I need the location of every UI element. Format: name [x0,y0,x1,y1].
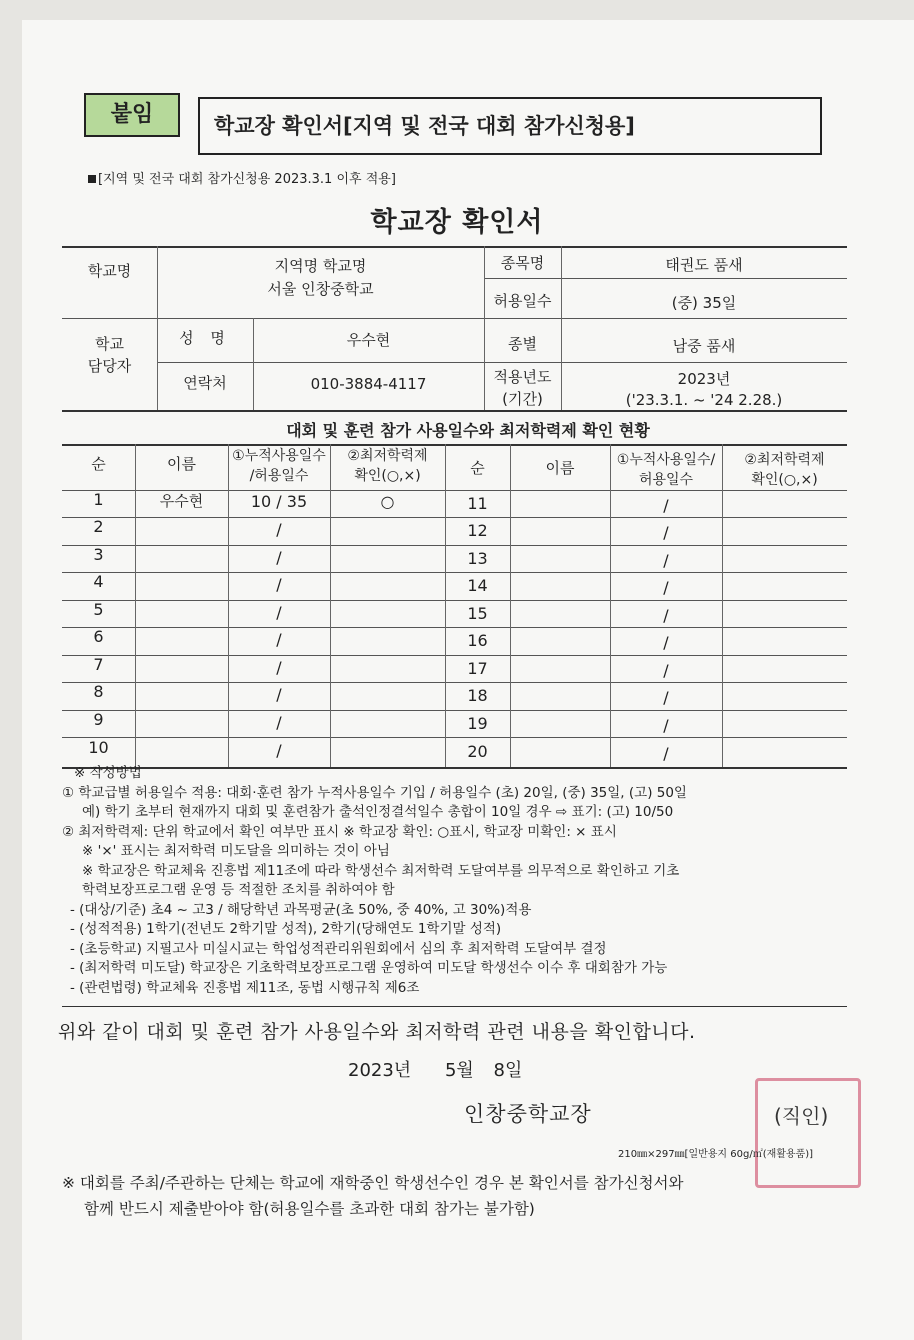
name-label: 성 명 [179,329,231,347]
confirmation-statement: 위와 같이 대회 및 훈련 참가 사용일수와 최저학력 관련 내용을 확인합니다. [58,1021,696,1043]
row-days: / [276,548,282,567]
row-days: / [276,741,282,760]
applicability-note [88,168,396,187]
note-item: 예) 학기 초부터 현재까지 대회 및 훈련참가 출석인정결석일수 총합이 10일 경우 ⇨ 표기: (고) 10/50 [82,804,674,820]
row-no: 4 [93,572,104,591]
principal-name: 인창중학교장 [464,1102,592,1126]
note-item: - (대상/기준) 초4 ~ 고3 / 해당학년 과목평균(초 50%, 중 40%, 고 30%)적용 [70,901,532,918]
row-line [62,655,847,656]
info-line [62,318,847,319]
row-line [62,627,847,628]
date-month: 5월 [444,1060,474,1081]
col-header-days-1: ①누적사용일수 [232,448,326,464]
row-no-right: 18 [467,686,488,705]
row-days: / [276,603,282,622]
date-day: 8일 [493,1060,523,1081]
status-vline [510,444,511,767]
row-line [62,572,847,573]
col-header-name-right: 이름 [545,459,575,477]
row-no: 5 [93,600,104,619]
square-bullet-icon [88,175,96,183]
row-acad: ○ [380,492,395,511]
note-item: - (관련법령) 학교체육 진흥법 제11조, 동법 시행규칙 제6조 [70,979,420,996]
row-days: / [276,520,282,539]
info-top-border [62,246,847,248]
row-no: 2 [93,517,104,536]
date-year: 2023년 [348,1060,412,1081]
note-item: - (성적적용) 1학기(전년도 2학기말 성적), 2학기(당해연도 1학기말 성적) [70,921,502,937]
row-line [62,545,847,546]
row-days-right: / [663,578,669,597]
row-no: 3 [93,545,104,564]
row-no-right: 16 [467,631,488,650]
event-label: 종목명 [500,254,545,272]
row-days-right: / [663,551,669,570]
paper-spec: 210㎜×297㎜[일반용지 60g/㎡(재활용품)] [618,1149,814,1160]
contact-label: 연락처 [183,374,227,392]
col-header-no: 순 [91,455,106,473]
col-header-days-2: /허용일수 [249,468,309,484]
info-line [157,362,847,363]
footer-note [62,1170,683,1222]
contact-value: 010-3884-4117 [310,375,427,393]
row-days-right: / [663,744,669,763]
official-seal-stamp [755,1078,861,1188]
event-value: 태권도 품새 [665,256,743,274]
row-no: 8 [93,682,104,701]
row-days-right: / [663,523,669,542]
row-days-right: / [663,688,669,707]
note-item: - (초등학교) 지필고사 미실시교는 학업성적관리위원회에서 심의 후 최저학력 도달여부 결정 [70,940,607,957]
row-no-right: 15 [467,604,488,623]
row-days: / [276,630,282,649]
col-header-days-right-1: ①누적사용일수/ [616,452,716,468]
row-no-right: 14 [467,576,488,595]
document-title: 학교장 확인서 [370,207,544,238]
applicability-text: [지역 및 전국 대회 참가신청용 2023.3.1 이후 적용] [98,172,396,187]
row-line [62,600,847,601]
category-label: 종별 [508,335,537,353]
allowed-days-value: (중) 35일 [671,294,737,312]
school-label: 학교명 [87,262,132,280]
col-header-no-right: 순 [470,459,485,477]
row-days-right: / [663,661,669,680]
form-title-box: 학교장 확인서[지역 및 전국 대회 참가신청용] [198,97,822,155]
row-no-right: 13 [467,549,488,568]
col-header-name: 이름 [167,455,196,473]
note-item: ※ 학교장은 학교체육 진흥법 제11조에 따라 학생선수 최저학력 도달여부를 의무적으로 확인하고 기초 [82,862,680,879]
row-no-right: 17 [467,659,488,678]
note-item: ① 학교급별 허용일수 적용: 대회·훈련 참가 누적사용일수 기입 / 허용일수 (초) 20일, (중) 35일, (고) 50일 [62,784,687,801]
year-value: 2023년 [677,370,731,388]
status-vline [722,444,723,767]
footer-line: 함께 반드시 제출받아야 함(허용일수를 초과한 대회 참가는 불가함) [84,1200,535,1218]
row-line [62,737,847,738]
note-item: ② 최저학력제: 단위 학교에서 확인 여부만 표시 ※ 학교장 확인: ○표시, 학교장 미확인: × 표시 [62,823,617,840]
year-label-2: (기간) [502,390,543,408]
row-no: 9 [93,710,104,729]
col-header-days-right-2: 허용일수 [638,472,694,488]
staff-label-1: 학교 [95,335,124,353]
row-days-right: / [663,716,669,735]
writing-instructions [62,764,852,998]
period-value: ('23.3.1. ~ '24 2.28.) [625,391,783,409]
col-header-acad-right-1: ②최저학력제 [744,452,825,468]
note-item: 학력보장프로그램 운영 등 적절한 조치를 취하여야 함 [82,882,395,898]
school-name: 서울 인창중학교 [267,280,374,298]
row-name: 우수현 [159,492,204,510]
status-top-border [62,444,847,446]
section-title: 대회 및 훈련 참가 사용일수와 최저학력제 확인 현황 [286,421,650,440]
row-no: 1 [93,490,104,509]
seal-mark: (직인) [774,1104,829,1128]
row-days: / [276,658,282,677]
row-no: 7 [93,655,104,674]
row-days: / [276,713,282,732]
row-no-right: 20 [467,742,488,761]
row-days: / [276,685,282,704]
row-no-right: 12 [467,521,488,540]
category-value: 남중 품새 [672,337,736,355]
school-line1: 지역명 학교명 [274,257,367,275]
row-no: 6 [93,627,104,646]
allowed-days-label: 허용일수 [493,292,552,310]
row-no-right: 11 [467,494,488,513]
notes-heading: ※ 작성방법 [74,765,142,781]
col-header-acad-right-2: 확인(○,×) [751,472,818,488]
note-item: - (최저학력 미도달) 학교장은 기초학력보장프로그램 운영하여 미도달 학생선수 이수 후 대회참가 가능 [70,960,668,976]
footer-line: ※ 대회를 주최/주관하는 단체는 학교에 재학중인 학생선수인 경우 본 확인서를 참가신청서와 [62,1174,684,1192]
row-days: 10 / 35 [250,492,308,511]
info-bottom-border [62,410,847,412]
col-header-acad-1: ②최저학력제 [347,448,428,464]
notes-bottom-border [62,1006,847,1007]
issue-date [348,1056,522,1082]
staff-label-2: 담당자 [87,357,132,375]
attachment-badge: 붙임 [84,93,180,137]
row-line [62,710,847,711]
row-no: 10 [88,738,109,757]
row-no-right: 19 [467,714,488,733]
info-line [484,278,847,279]
row-line [62,517,847,518]
name-value: 우수현 [346,331,391,349]
row-days-right: / [663,606,669,625]
col-header-acad-2: 확인(○,×) [354,468,421,484]
row-days-right: / [663,496,669,515]
note-item: ※ '×' 표시는 최저학력 미도달을 의미하는 것이 아님 [82,843,390,859]
row-days: / [276,575,282,594]
row-days-right: / [663,633,669,652]
row-line [62,682,847,683]
year-label-1: 적용년도 [493,368,552,386]
